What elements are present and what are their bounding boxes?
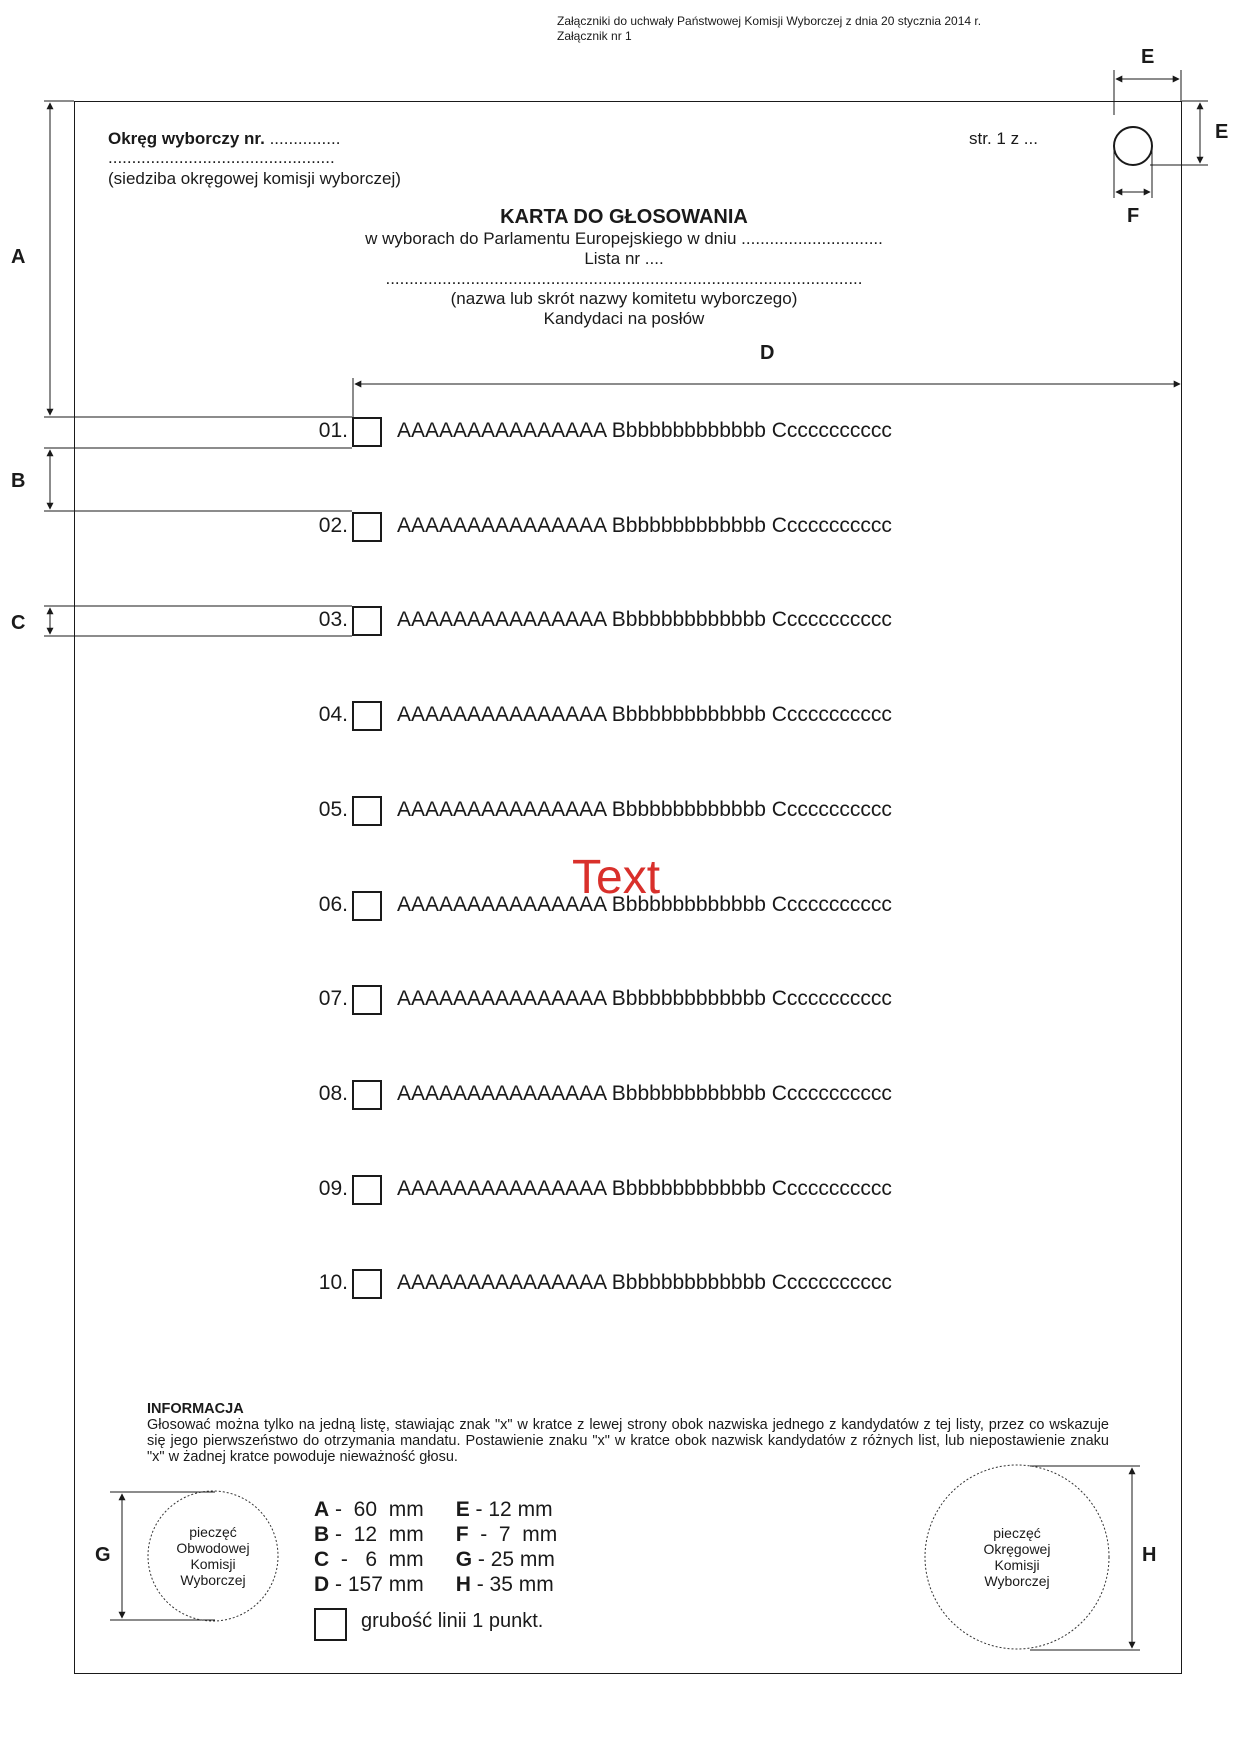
candidate-checkbox[interactable] xyxy=(352,1080,382,1110)
candidate-checkbox[interactable] xyxy=(352,891,382,921)
candidate-number: 03. xyxy=(318,608,348,631)
committee-name-dots: ..................................................................................................... xyxy=(385,269,863,288)
line-thickness-label: grubość linii 1 punkt. xyxy=(361,1610,544,1632)
stamp-left xyxy=(148,1524,278,1588)
district-label-text: Okręg wyborczy nr. xyxy=(108,129,265,148)
dim-label-b: B xyxy=(11,470,26,492)
stamp-left-line: Wyborczej xyxy=(180,1572,246,1588)
candidates-heading: Kandydaci na posłów xyxy=(543,309,705,328)
candidate-name: AAAAAAAAAAAAAAA Bbbbbbbbbbbbb Ccccccccccc xyxy=(397,419,892,442)
dim-label-g: G xyxy=(95,1544,111,1566)
candidate-number: 06. xyxy=(318,893,348,916)
district-number-dots: ............... xyxy=(269,129,341,148)
dimension-entry: C - 6 mm xyxy=(314,1548,424,1571)
candidate-name: AAAAAAAAAAAAAAA Bbbbbbbbbbbbb Ccccccccccc xyxy=(397,608,892,631)
stamp-right-line: Wyborczej xyxy=(984,1573,1050,1589)
candidate-checkbox[interactable] xyxy=(352,417,382,447)
stamp-left-line: Obwodowej xyxy=(176,1540,250,1556)
candidate-checkbox[interactable] xyxy=(352,796,382,826)
candidate-name: AAAAAAAAAAAAAAA Bbbbbbbbbbbbb Ccccccccccc xyxy=(397,1271,892,1294)
candidate-checkbox[interactable] xyxy=(352,701,382,731)
dim-label-a: A xyxy=(11,246,26,268)
stamp-right-line: Komisji xyxy=(994,1557,1040,1573)
stamp-right-line: pieczęć xyxy=(993,1525,1041,1541)
candidate-checkbox[interactable] xyxy=(352,1175,382,1205)
dimension-entry: A - 60 mm xyxy=(314,1498,424,1521)
stamp-left-line: pieczęć xyxy=(189,1524,237,1540)
dim-label-e: E xyxy=(1141,46,1155,68)
committee-name-label: (nazwa lub skrót nazwy komitetu wyborczego) xyxy=(450,289,798,308)
dim-label-f: F xyxy=(1127,205,1140,227)
info-body: Głosować można tylko na jedną listę, stawiając znak "x" w kratce z lewej strony obok nazwiska jednego z kandydatów z tej listy, przez co wskazuje się jego pierwszeństwo do otrzymania mandatu. Postawienie znaku "x" w kratce obok nazwisk kandydatów z różnych list, lub niepostawienie znaku "x" w żadnej kratce powoduje nieważność głosu. xyxy=(147,1417,1109,1465)
dim-label-h: H xyxy=(1142,1544,1157,1566)
line-thickness-sample-box xyxy=(314,1608,347,1641)
candidate-checkbox[interactable] xyxy=(352,985,382,1015)
candidate-number: 10. xyxy=(318,1271,348,1294)
dim-label-c: C xyxy=(11,612,26,634)
dimension-entry: E - 12 mm xyxy=(455,1498,553,1521)
info-title: INFORMACJA xyxy=(147,1401,244,1417)
dimension-entry: D - 157 mm xyxy=(314,1573,424,1596)
district-seat-label: (siedziba okręgowej komisji wyborczej) xyxy=(108,169,401,188)
candidate-number: 01. xyxy=(318,419,348,442)
candidate-number: 07. xyxy=(318,987,348,1010)
punch-hole-circle xyxy=(1114,127,1152,165)
stamp-right xyxy=(952,1525,1082,1589)
ballot-subtitle: w wyborach do Parlamentu Europejskiego w dniu .............................. xyxy=(365,229,883,248)
dim-label-d: D xyxy=(760,342,775,364)
ballot-title: KARTA DO GŁOSOWANIA xyxy=(500,206,748,228)
attachment-note-line: Załączniki do uchwały Państwowej Komisji Wyborczej z dnia 20 stycznia 2014 r. xyxy=(557,14,982,28)
candidate-name: AAAAAAAAAAAAAAA Bbbbbbbbbbbbb Ccccccccccc xyxy=(397,514,892,537)
dimensions-legend xyxy=(314,1497,557,1597)
candidate-number: 05. xyxy=(318,798,348,821)
candidate-checkbox[interactable] xyxy=(352,512,382,542)
candidate-number: 08. xyxy=(318,1082,348,1105)
dim-label-e: E xyxy=(1215,121,1229,143)
ballot-title-block xyxy=(320,205,928,329)
overlay-text: Text xyxy=(572,851,661,904)
district-seat-dots: ................................................ xyxy=(108,148,335,167)
candidate-name: AAAAAAAAAAAAAAA Bbbbbbbbbbbbb Ccccccccccc xyxy=(397,1082,892,1105)
candidate-number: 02. xyxy=(318,514,348,537)
dimension-entry: B - 12 mm xyxy=(314,1523,424,1546)
candidate-name: AAAAAAAAAAAAAAA Bbbbbbbbbbbbb Ccccccccccc xyxy=(397,703,892,726)
dimension-entry: H - 35 mm xyxy=(455,1573,554,1596)
candidate-checkbox[interactable] xyxy=(352,606,382,636)
candidate-checkbox[interactable] xyxy=(352,1269,382,1299)
dimension-entry: F - 7 mm xyxy=(455,1523,558,1546)
page-number: str. 1 z ... xyxy=(969,129,1038,148)
info-block xyxy=(147,1401,1109,1465)
district-label xyxy=(108,129,340,149)
candidate-name: AAAAAAAAAAAAAAA Bbbbbbbbbbbbb Ccccccccccc xyxy=(397,893,892,916)
stamp-left-line: Komisji xyxy=(190,1556,236,1572)
stamp-right-line: Okręgowej xyxy=(983,1541,1051,1557)
ballot-list-number: Lista nr .... xyxy=(584,249,664,268)
candidate-name: AAAAAAAAAAAAAAA Bbbbbbbbbbbbb Ccccccccccc xyxy=(397,798,892,821)
candidate-number: 04. xyxy=(318,703,348,726)
attachment-note-line: Załącznik nr 1 xyxy=(557,29,632,43)
dimension-entry: G - 25 mm xyxy=(455,1548,555,1571)
candidate-name: AAAAAAAAAAAAAAA Bbbbbbbbbbbbb Ccccccccccc xyxy=(397,987,892,1010)
candidate-name: AAAAAAAAAAAAAAA Bbbbbbbbbbbbb Ccccccccccc xyxy=(397,1177,892,1200)
candidate-number: 09. xyxy=(318,1177,348,1200)
